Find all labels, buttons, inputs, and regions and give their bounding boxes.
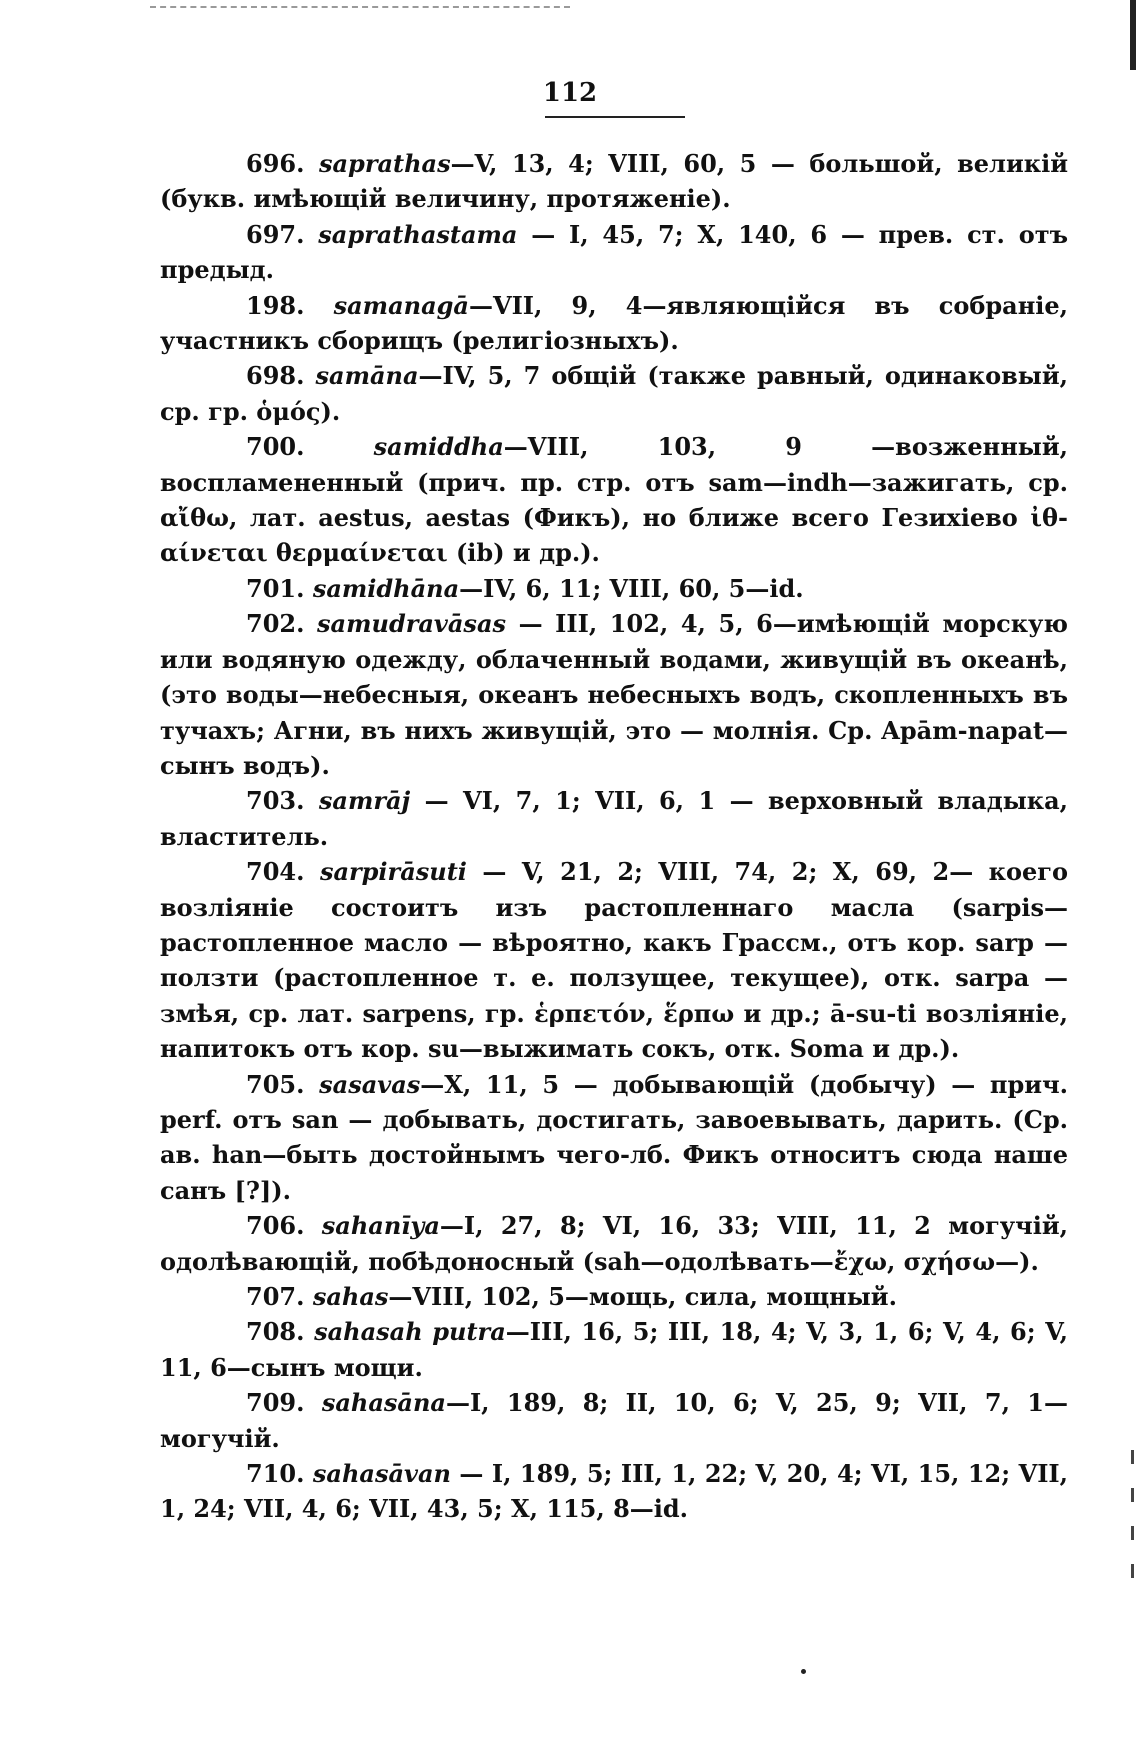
entry: 705. sasavas—X, 11, 5 — добывающiй (добычу) — прич. perf. отъ san — добывать, достигать, завоевывать, дарить. (Ср. ав. han—быть достойнымъ чего-лб. Фикъ относитъ сюда наше санъ [?]). — [160, 1069, 1069, 1205]
entry: 710. sahasāvan — I, 189, 5; III, 1, 22; V, 20, 4; VI, 15, 12; VII, 1, 24; VII, 4, 6; VII, 43, 5; X, 115, 8—id. — [160, 1459, 1068, 1524]
entry: 704. sarpirāsuti — V, 21, 2; VIII, 74, 2; X, 69, 2— коего возлiянiе состоитъ изъ растопленнаго масла (sarpis—растопленное масло — вѣроятно, какъ Грассм., отъ кор. sarp — ползти (растопленное т. е. ползущее, текущее), отк. sarpa — змѣя, ср. лат. sarpens, гр. ἑρπετόν, ἕρπω и др.; ā-su-ti возлiянiе, напитокъ отъ кор. su—выжимать сокъ, отк. Soma и др.). — [160, 857, 1068, 1064]
entry: 706. sahanīya—I, 27, 8; VI, 16, 33; VIII, 11, 2 могучiй, одолѣвающiй, побѣдоносный (sah—одолѣвать—ἔχω, σχήσω—). — [160, 1211, 1068, 1276]
entry: 700. samiddha—VIII, 103, 9 —возженный, воспламененный (прич. пр. стр. отъ sam—indh—зажигать, ср. αἴθω, лат. aestus, aestas (Фикъ), но ближе всего Гезихiево ἰθ-αίνεται θερμαίνεται (ib) и др.). — [160, 432, 1068, 568]
entry: 698. samāna—IV, 5, 7 общiй (также равный, одинаковый, ср. гр. ὁμός). — [160, 361, 1068, 426]
ink-speck — [801, 1669, 806, 1674]
entry: 702. samudravāsas — III, 102, 4, 5, 6—имѣющiй морскую или водяную одежду, облаченный водами, живущiй въ океанѣ, (это воды—небесныя, океанъ небесныхъ водъ, скопленныхъ въ тучахъ; Агни, въ нихъ живущiй, это — молнiя. Ср. Apām-napat—сынъ водъ). — [160, 609, 1068, 780]
header-rule — [545, 116, 685, 118]
entry: 701. samidhāna—IV, 6, 11; VIII, 60, 5—id. — [246, 573, 804, 603]
dictionary-entries — [160, 146, 1068, 1527]
entry: 708. sahasah putra—III, 16, 5; III, 18, 4; V, 3, 1, 6; V, 4, 6; V, 11, 6—сынъ мощи. — [160, 1317, 1068, 1382]
entry: 709. sahasāna—I, 189, 8; II, 10, 6; V, 25, 9; VII, 7, 1—могучiй. — [160, 1388, 1068, 1453]
scan-edge-ticks — [1131, 1450, 1134, 1610]
entry: 707. sahas—VIII, 102, 5—мощь, сила, мощный. — [246, 1282, 897, 1311]
entry: 697. saprathastama — I, 45, 7; X, 140, 6 — прев. ст. отъ предыд. — [160, 219, 1068, 285]
entry: 703. samrāj — VI, 7, 1; VII, 6, 1 — верховный владыка, властитель. — [160, 786, 1068, 851]
scan-edge-top — [150, 6, 570, 8]
page-number: 112 — [542, 78, 598, 108]
entry: 198. samanagā—VII, 9, 4—являющiйся въ собранiе, участникъ сборищъ (религiозныхъ). — [160, 290, 1068, 356]
scan-edge-right — [1130, 0, 1136, 70]
entry: 696. saprathas—V, 13, 4; VIII, 60, 5 — большой, великiй (букв. имѣющiй величину, протяженiе). — [160, 149, 1068, 214]
